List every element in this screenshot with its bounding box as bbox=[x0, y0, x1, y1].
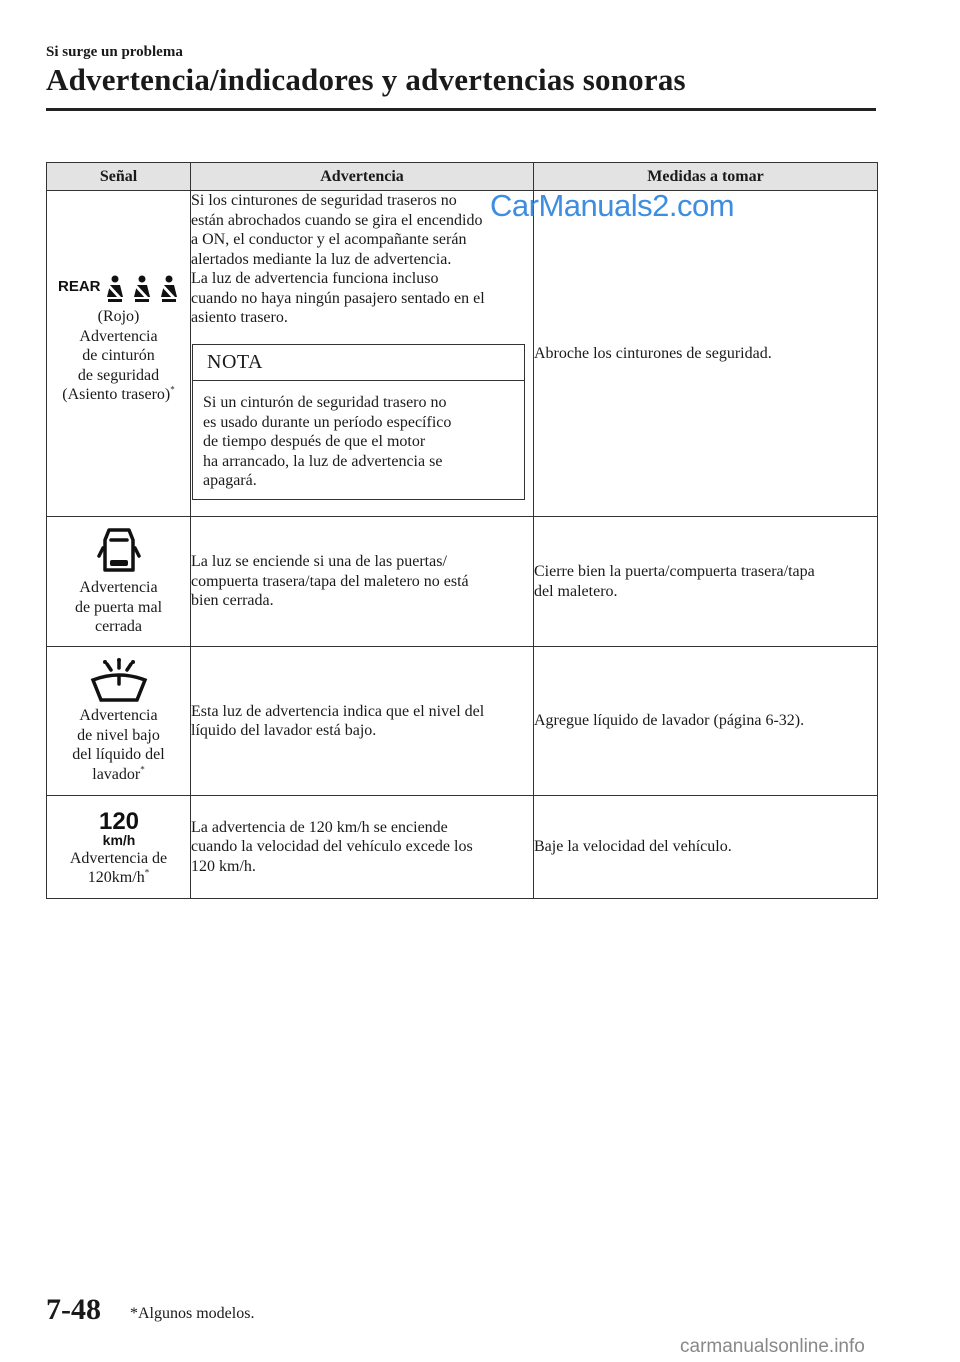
warning-text-line: líquido del lavador está bajo. bbox=[191, 722, 377, 739]
footnote-marker: * bbox=[170, 384, 175, 395]
signal-label-line: Advertencia bbox=[79, 579, 158, 597]
action-text-line: Cierre bien la puerta/compuerta trasera/tapa bbox=[534, 563, 815, 580]
warning-text-line: bien cerrada. bbox=[191, 592, 274, 610]
warning-text-line: La advertencia de 120 km/h se enciende bbox=[191, 818, 448, 836]
signal-label-line: de cinturón bbox=[82, 347, 155, 364]
signal-label-line bbox=[47, 868, 190, 888]
speed-120-warning-icon bbox=[95, 807, 143, 847]
action-text-line: del maletero. bbox=[534, 582, 618, 600]
note-title: NOTA bbox=[193, 345, 524, 382]
signal-label-line: Advertencia bbox=[79, 707, 158, 724]
header-signal: Señal bbox=[47, 163, 191, 191]
page-title: Advertencia/indicadores y advertencias sonoras bbox=[46, 62, 686, 97]
warning-table bbox=[46, 162, 878, 899]
warning-text-line: La luz se enciende si una de las puertas/ bbox=[191, 553, 447, 571]
warning-text-line: Esta luz de advertencia indica que el nivel del bbox=[191, 702, 485, 720]
warning-cell bbox=[191, 796, 534, 899]
signal-label-line bbox=[47, 765, 190, 785]
warning-text-line: cuando no haya ningún pasajero sentado en el bbox=[191, 289, 485, 307]
signal-cell bbox=[47, 191, 191, 517]
warning-text-line: cuando la velocidad del vehículo excede los bbox=[191, 838, 473, 856]
note-box bbox=[192, 344, 525, 500]
warning-text-line: están abrochados cuando se gira el encendido bbox=[191, 211, 483, 229]
signal-label-line: (Rojo) bbox=[97, 308, 140, 325]
table-row bbox=[47, 191, 878, 517]
footnote: *Algunos modelos. bbox=[130, 1305, 255, 1322]
action-cell: Abroche los cinturones de seguridad. bbox=[534, 191, 878, 517]
signal-label-line: del líquido del bbox=[72, 746, 165, 763]
note-text-line: Si un cinturón de seguridad trasero no bbox=[203, 394, 447, 411]
footnote-marker: * bbox=[144, 867, 150, 878]
title-rule bbox=[46, 108, 876, 111]
signal-cell bbox=[47, 796, 191, 899]
signal-label-text: 120km/h bbox=[87, 869, 145, 886]
signal-cell bbox=[47, 517, 191, 647]
footnote-marker: * bbox=[140, 764, 145, 775]
warning-text-line: alertados mediante la luz de advertencia. bbox=[191, 250, 452, 268]
note-text-line: de tiempo después de que el motor bbox=[203, 433, 426, 450]
warning-text-line: a ON, el conductor y el acompañante serán bbox=[191, 231, 467, 248]
signal-label-line: de nivel bajo bbox=[77, 726, 160, 744]
warning-text-line: Si los cinturones de seguridad traseros no bbox=[191, 192, 457, 209]
svg-text:km/h: km/h bbox=[102, 831, 135, 847]
signal-label-line: Advertencia bbox=[79, 327, 158, 345]
watermark-bottom: carmanualsonline.info bbox=[680, 1336, 865, 1357]
note-text-line: es usado durante un período específico bbox=[203, 413, 452, 431]
warning-text-line: compuerta trasera/tapa del maletero no está bbox=[191, 572, 469, 590]
warning-cell bbox=[191, 191, 534, 517]
signal-label-text: (Asiento trasero) bbox=[62, 386, 171, 403]
washer-fluid-warning-icon bbox=[89, 658, 149, 704]
signal-label-line: cerrada bbox=[94, 618, 143, 636]
header-warning: Advertencia bbox=[191, 163, 534, 191]
warning-text-line: 120 km/h. bbox=[191, 857, 256, 875]
signal-label-text: lavador bbox=[92, 765, 141, 783]
warning-text-line: La luz de advertencia funciona incluso bbox=[191, 270, 439, 287]
warning-cell bbox=[191, 517, 534, 647]
watermark-top: CarManuals2.com bbox=[490, 188, 735, 223]
action-cell: Agregue líquido de lavador (página 6-32). bbox=[534, 647, 878, 796]
svg-text:REAR: REAR bbox=[57, 278, 101, 295]
signal-label-line: Advertencia de bbox=[69, 849, 168, 867]
header-action: Medidas a tomar bbox=[534, 163, 878, 191]
signal-label-line bbox=[47, 385, 190, 405]
table-row bbox=[47, 517, 878, 647]
action-cell bbox=[534, 517, 878, 647]
note-text-line: ha arrancado, la luz de advertencia se bbox=[203, 452, 443, 470]
signal-cell bbox=[47, 647, 191, 796]
action-cell: Baje la velocidad del vehículo. bbox=[534, 796, 878, 899]
warning-cell bbox=[191, 647, 534, 796]
table-header-row bbox=[47, 163, 878, 191]
door-ajar-warning-icon bbox=[97, 526, 141, 576]
section-label: Si surge un problema bbox=[46, 44, 183, 60]
rear-seatbelt-warning-icon bbox=[54, 271, 184, 305]
table-row bbox=[47, 647, 878, 796]
note-body bbox=[193, 381, 524, 499]
table-row bbox=[47, 796, 878, 899]
signal-label-line: de seguridad bbox=[77, 366, 160, 384]
page-number: 7-48 bbox=[46, 1293, 101, 1326]
svg-text:120: 120 bbox=[98, 807, 139, 835]
warning-text-line: asiento trasero. bbox=[191, 309, 288, 326]
note-text-line: apagará. bbox=[203, 472, 257, 489]
signal-label-line: de puerta mal bbox=[74, 598, 163, 616]
